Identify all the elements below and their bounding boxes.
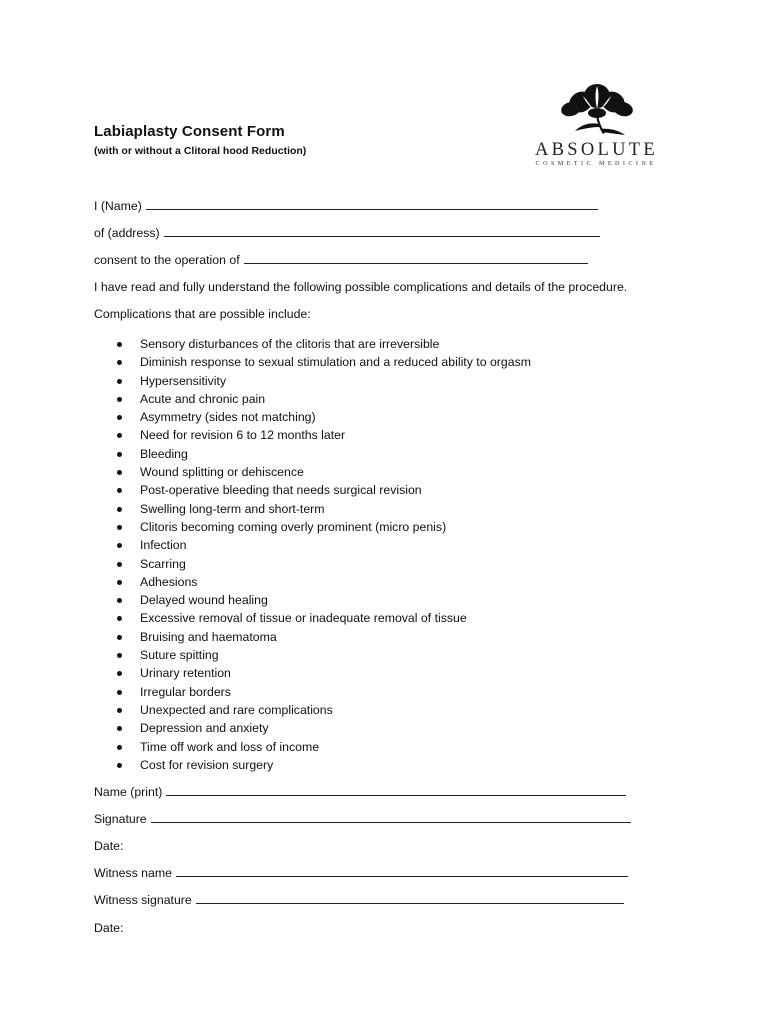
complication-item <box>116 738 531 756</box>
name-print-row <box>94 785 626 799</box>
bullet-icon <box>117 397 122 402</box>
bullet-icon <box>117 452 122 457</box>
complications-list <box>116 335 531 774</box>
complication-text: Suture spitting <box>140 648 219 663</box>
witness-signature-blank-line[interactable] <box>196 893 624 904</box>
complication-text: Delayed wound healing <box>140 593 268 608</box>
complication-text: Post-operative bleeding that needs surgical revision <box>140 483 422 498</box>
complication-item <box>116 426 531 444</box>
complication-text: Wound splitting or dehiscence <box>140 465 304 480</box>
bullet-icon <box>117 379 122 384</box>
complication-text: Hypersensitivity <box>140 373 227 388</box>
bullet-icon <box>117 726 122 731</box>
signature-blank-line[interactable] <box>151 812 631 823</box>
bullet-icon <box>117 525 122 530</box>
bullet-icon <box>117 507 122 512</box>
witness-name-label: Witness name <box>94 866 172 880</box>
form-subtitle: (with or without a Clitoral hood Reduction) <box>94 145 307 157</box>
complication-item <box>116 701 531 719</box>
complication-item <box>116 500 531 518</box>
bullet-icon <box>117 635 122 640</box>
complication-item <box>116 536 531 554</box>
absolute-logo <box>535 82 660 172</box>
complication-text: Clitoris becoming coming overly prominent (micro penis) <box>140 519 447 534</box>
complication-text: Scarring <box>140 556 186 571</box>
address-field-row <box>94 226 600 240</box>
logo-tagline: COSMETIC MEDICINE <box>535 160 657 167</box>
complication-item <box>116 390 531 408</box>
name-label: I (Name) <box>94 199 142 213</box>
complication-item <box>116 756 531 774</box>
complication-text: Acute and chronic pain <box>140 391 266 406</box>
complication-item <box>116 353 531 371</box>
complication-text: Diminish response to sexual stimulation and a reduced ability to orgasm <box>140 355 531 370</box>
complication-text: Excessive removal of tissue or inadequate removal of tissue <box>140 611 467 626</box>
bullet-icon <box>117 562 122 567</box>
bullet-icon <box>117 653 122 658</box>
complication-text: Cost for revision surgery <box>140 757 274 772</box>
date-label: Date: <box>94 839 124 853</box>
complication-text: Bruising and haematoma <box>140 629 277 644</box>
witness-name-blank-line[interactable] <box>176 866 628 877</box>
name-field-row <box>94 199 598 213</box>
complication-text: Depression and anxiety <box>140 721 269 736</box>
bullet-icon <box>117 360 122 365</box>
name-print-label: Name (print) <box>94 785 163 799</box>
complication-item <box>116 719 531 737</box>
address-blank-line[interactable] <box>164 226 600 237</box>
witness-signature-row <box>94 893 624 907</box>
bullet-icon <box>117 708 122 713</box>
complication-item <box>116 335 531 353</box>
complication-item <box>116 463 531 481</box>
complication-item <box>116 518 531 536</box>
bullet-icon <box>117 433 122 438</box>
signature-row <box>94 812 631 826</box>
understanding-statement: I have read and fully understand the following possible complications and details of the procedure. <box>94 280 628 294</box>
operation-field-row <box>94 253 588 267</box>
complication-text: Infection <box>140 538 187 553</box>
signature-label: Signature <box>94 812 147 826</box>
complication-item <box>116 573 531 591</box>
operation-blank-line[interactable] <box>244 253 588 264</box>
complication-text: Asymmetry (sides not matching) <box>140 410 316 425</box>
complication-item <box>116 664 531 682</box>
complication-text: Swelling long-term and short-term <box>140 501 325 516</box>
form-title: Labiaplasty Consent Form <box>94 123 285 140</box>
complication-text: Irregular borders <box>140 684 231 699</box>
bullet-icon <box>117 745 122 750</box>
complication-text: Sensory disturbances of the clitoris that are irreversible <box>140 337 440 351</box>
complication-item <box>116 408 531 426</box>
bullet-icon <box>117 763 122 768</box>
logo-wordmark: ABSOLUTE <box>535 140 659 160</box>
complication-item <box>116 628 531 646</box>
witness-signature-label: Witness signature <box>94 893 192 907</box>
complications-heading: Complications that are possible include: <box>94 307 311 321</box>
flower-logo-icon <box>559 82 635 138</box>
bullet-icon <box>117 543 122 548</box>
complication-item <box>116 609 531 627</box>
complication-item <box>116 481 531 499</box>
complication-item <box>116 445 531 463</box>
bullet-icon <box>117 415 122 420</box>
bullet-icon <box>117 488 122 493</box>
complication-item <box>116 372 531 390</box>
address-label: of (address) <box>94 226 160 240</box>
bullet-icon <box>117 580 122 585</box>
witness-date-label: Date: <box>94 921 124 935</box>
bullet-icon <box>117 342 122 347</box>
name-blank-line[interactable] <box>146 199 598 210</box>
operation-label: consent to the operation of <box>94 253 240 267</box>
bullet-icon <box>117 598 122 603</box>
complication-text: Unexpected and rare complications <box>140 702 333 717</box>
complication-text: Need for revision 6 to 12 months later <box>140 428 346 443</box>
complication-text: Time off work and loss of income <box>140 739 320 754</box>
complication-text: Bleeding <box>140 446 188 461</box>
bullet-icon <box>117 470 122 475</box>
name-print-blank-line[interactable] <box>166 785 626 796</box>
complication-item <box>116 591 531 609</box>
complication-text: Adhesions <box>140 574 198 589</box>
witness-name-row <box>94 866 628 880</box>
bullet-icon <box>117 616 122 621</box>
complication-item <box>116 683 531 701</box>
bullet-icon <box>117 690 122 695</box>
complication-item <box>116 555 531 573</box>
bullet-icon <box>117 671 122 676</box>
complication-item <box>116 646 531 664</box>
complication-text: Urinary retention <box>140 666 231 681</box>
